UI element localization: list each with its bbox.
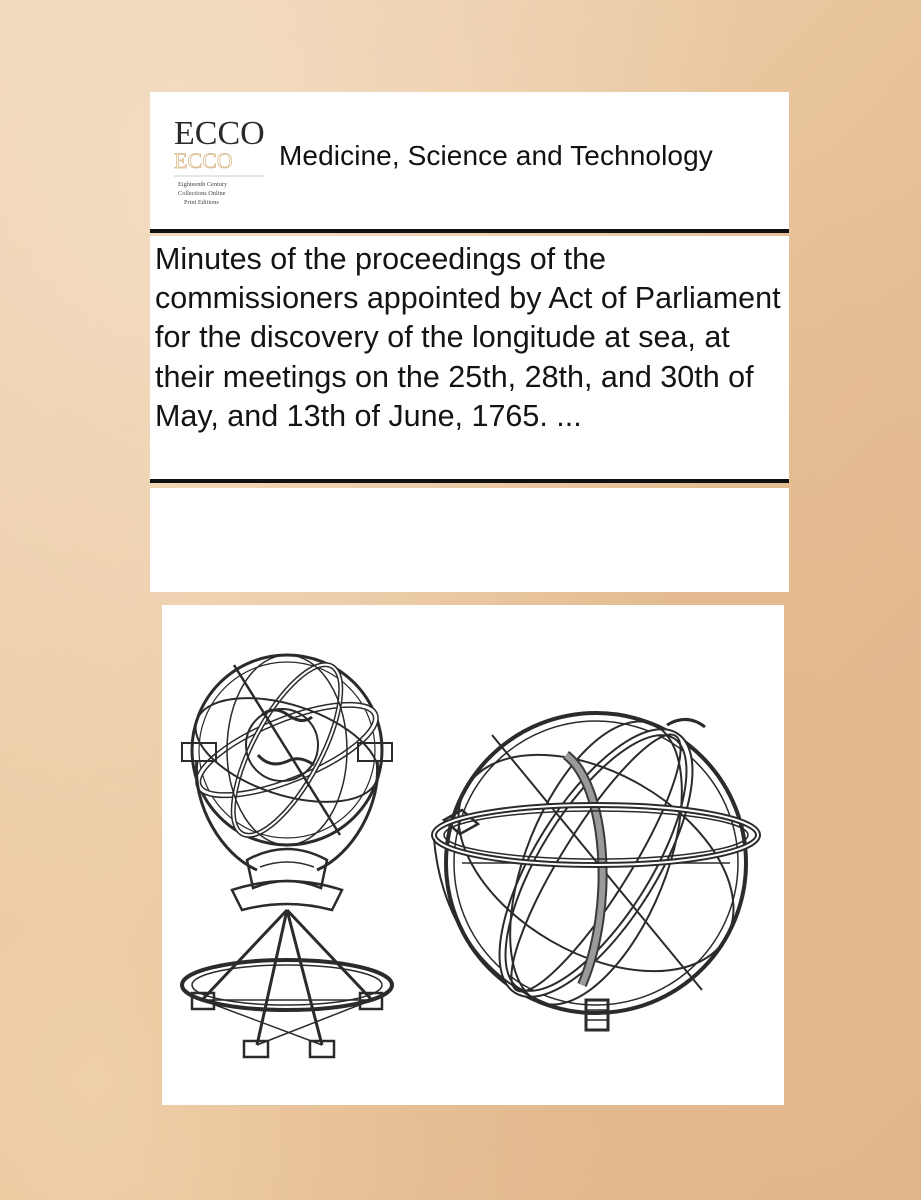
bottom-rule xyxy=(150,479,789,483)
armillary-spheres-illustration xyxy=(162,605,784,1105)
series-title: Medicine, Science and Technology xyxy=(279,140,713,171)
blank-panel xyxy=(150,488,789,592)
top-rule xyxy=(150,229,789,233)
armillary-sphere-with-horizon-ring xyxy=(421,698,771,1030)
illustration-panel xyxy=(162,605,784,1105)
logo-line-3: Print Editions xyxy=(184,199,219,206)
logo-line-2: Collections Online xyxy=(178,190,226,197)
logo-wordmark-outline: ECCO xyxy=(174,148,233,173)
ecco-logo xyxy=(164,102,274,214)
armillary-sphere-on-stand xyxy=(182,650,392,1057)
logo-wordmark: ECCO xyxy=(174,115,265,152)
header-panel xyxy=(150,92,789,230)
title-panel xyxy=(150,236,789,480)
book-title: Minutes of the proceedings of the commissioners appointed by Act of Parliament for the discovery of the longitude at sea, at their meetings on the 25th, 28th, and 30th of May, and 13th of June, 1765. ... xyxy=(155,242,781,433)
logo-line-1: Eighteenth Century xyxy=(178,181,228,188)
